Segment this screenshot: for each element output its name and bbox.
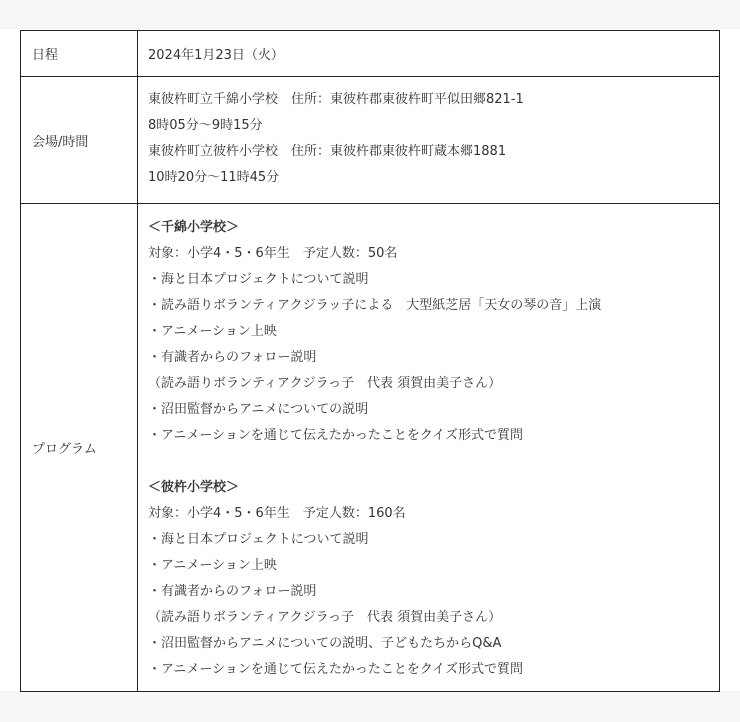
program-item: ・海と日本プロジェクトについて説明 [148,531,369,547]
school-target: 対象：小学4・5・6年生 予定人数：160名 [148,505,406,521]
program-item: ・アニメーション上映 [148,323,277,339]
venue-time: 8時05分〜9時15分 [148,118,263,133]
program-item: ・アニメーションを通じて伝えたかったことをクイズ形式で質問 [148,661,524,677]
venue-value [138,77,720,204]
program-item: ・アニメーション上映 [148,557,277,573]
program-item: ・沼田監督からアニメについての説明 [148,401,369,417]
program-item: ・海と日本プロジェクトについて説明 [148,271,369,287]
program-item: ・読み語りボランティアクジラッ子による 大型紙芝居「天女の琴の音」上演 [148,297,602,313]
event-info-table [20,30,720,692]
spacer [148,449,711,475]
program-row [21,204,720,692]
program-label: プログラム [21,204,138,692]
program-item: （読み語りボランティアクジラっ子 代表 須賀由美子さん） [148,609,502,625]
program-item: ・沼田監督からアニメについての説明、子どもたちからQ&A [148,635,502,651]
program-item: ・アニメーションを通じて伝えたかったことをクイズ形式で質問 [148,427,524,443]
venue-row [21,77,720,204]
schedule-value: 2024年1月23日（火） [138,31,720,77]
school-heading: ＜千綿小学校＞ [148,219,240,235]
venue-line: 東彼杵町立千綿小学校 住所：東彼杵郡東彼杵町平似田郷821-1 [148,92,524,107]
venue-line: 東彼杵町立彼杵小学校 住所：東彼杵郡東彼杵町蔵本郷1881 [148,144,507,159]
venue-label: 会場/時間 [21,77,138,204]
program-item: ・有識者からのフォロー説明 [148,349,317,365]
program-item: ・有識者からのフォロー説明 [148,583,317,599]
schedule-row [21,31,720,77]
schedule-label: 日程 [21,31,138,77]
program-value [138,204,720,692]
school-heading: ＜彼杵小学校＞ [148,479,240,495]
venue-time: 10時20分〜11時45分 [148,170,280,185]
school-target: 対象：小学4・5・6年生 予定人数：50名 [148,245,398,261]
program-item: （読み語りボランティアクジラっ子 代表 須賀由美子さん） [148,375,502,391]
